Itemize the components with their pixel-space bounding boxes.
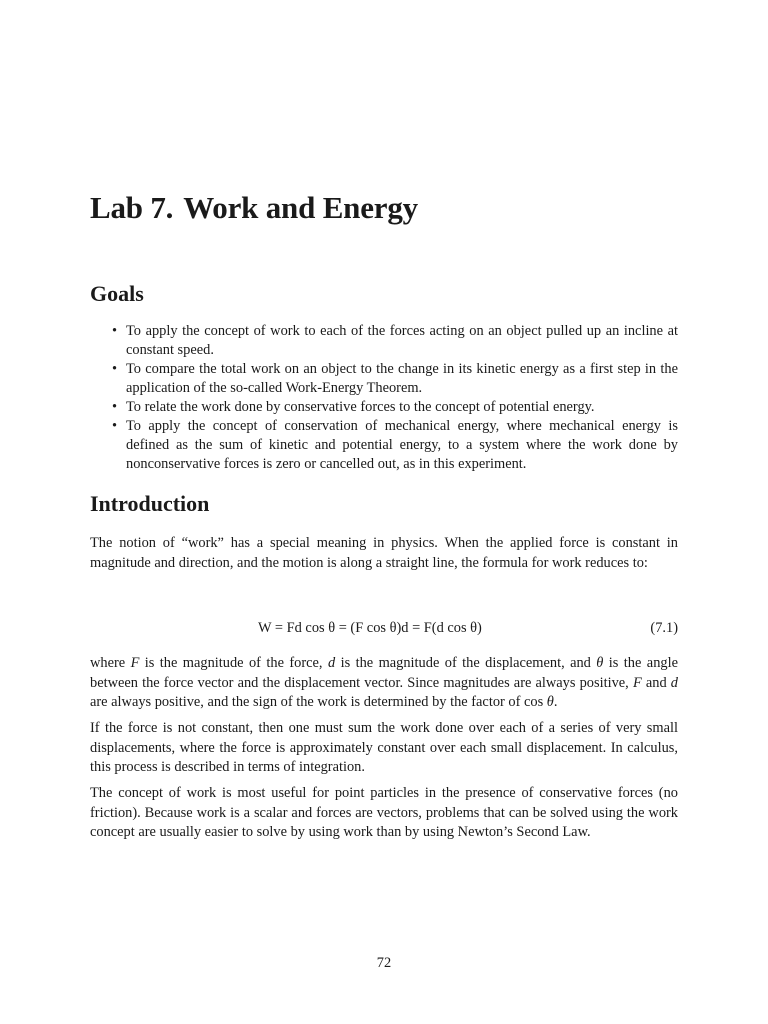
- introduction-heading: Introduction: [90, 491, 210, 516]
- text-run: and: [641, 674, 671, 691]
- goal-text: To compare the total work on an object to the change in its kinetic energy as a first step in the application of the so-called Work-Energy Theorem.: [126, 361, 678, 396]
- list-item: [90, 360, 678, 398]
- math-symbol: θ: [596, 655, 604, 671]
- math-symbol: F: [632, 674, 642, 691]
- bullet-icon: •: [112, 361, 118, 377]
- math-symbol: d: [327, 655, 336, 671]
- goals-list: [90, 322, 678, 474]
- page-number: 72: [376, 955, 392, 971]
- intro-paragraph-2: [90, 654, 678, 713]
- bullet-icon: •: [112, 399, 118, 415]
- goal-text: To apply the concept of work to each of the forces acting on an object pulled up an incline at constant speed.: [126, 323, 678, 358]
- math-symbol: θ: [546, 694, 554, 710]
- equation-number: (7.1): [650, 620, 678, 636]
- goal-text: To apply the concept of conservation of mechanical energy, where mechanical energy is defined as the sum of kinetic and potential energy, to a system where the work done by nonconservative forces is zero or cancelled out, as in this experiment.: [126, 418, 678, 472]
- intro-paragraph-3: If the force is not constant, then one must sum the work done over each of a series of very small displacements, where the force is approximately constant over each small displacement. In calculus, this process is described in terms of integration.: [90, 720, 678, 775]
- text-run: is the magnitude of the force,: [139, 655, 328, 671]
- bullet-icon: •: [112, 418, 118, 434]
- math-symbol: F: [130, 655, 140, 671]
- intro-paragraph-1: The notion of “work” has a special meaning in physics. When the applied force is constant in magnitude and direction, and the motion is along a straight line, the formula for work reduces to:: [90, 535, 678, 571]
- text-run: where: [90, 655, 131, 671]
- text-run: are always positive, and the sign of the work is determined by the factor of cos: [90, 694, 547, 710]
- text-run: .: [553, 694, 558, 710]
- chapter-title: [90, 190, 418, 226]
- bullet-icon: •: [112, 323, 118, 339]
- goals-heading: Goals: [90, 281, 144, 306]
- list-item: [90, 417, 678, 474]
- work-formula: W = Fd cos θ = (F cos θ)d = F(d cos θ): [258, 620, 482, 636]
- list-item: [90, 398, 678, 417]
- text-run: is the angle between the force vector and the displacement vector. Since magnitudes are always positive,: [90, 655, 678, 691]
- chapter-number: Lab 7.: [90, 190, 174, 225]
- chapter-title-text: Work and Energy: [183, 190, 418, 225]
- list-item: [90, 322, 678, 360]
- goal-text: To relate the work done by conservative forces to the concept of potential energy.: [126, 399, 595, 415]
- intro-paragraph-4: The concept of work is most useful for point particles in the presence of conservative forces (no friction). Because work is a scalar and forces are vectors, problems that can be solved using the work concept are usually easier to solve by using work than by using Newton’s Second Law.: [90, 785, 678, 840]
- text-run: is the magnitude of the displacement, and: [335, 655, 597, 671]
- document-page: [90, 0, 678, 1024]
- math-symbol: d: [670, 674, 678, 691]
